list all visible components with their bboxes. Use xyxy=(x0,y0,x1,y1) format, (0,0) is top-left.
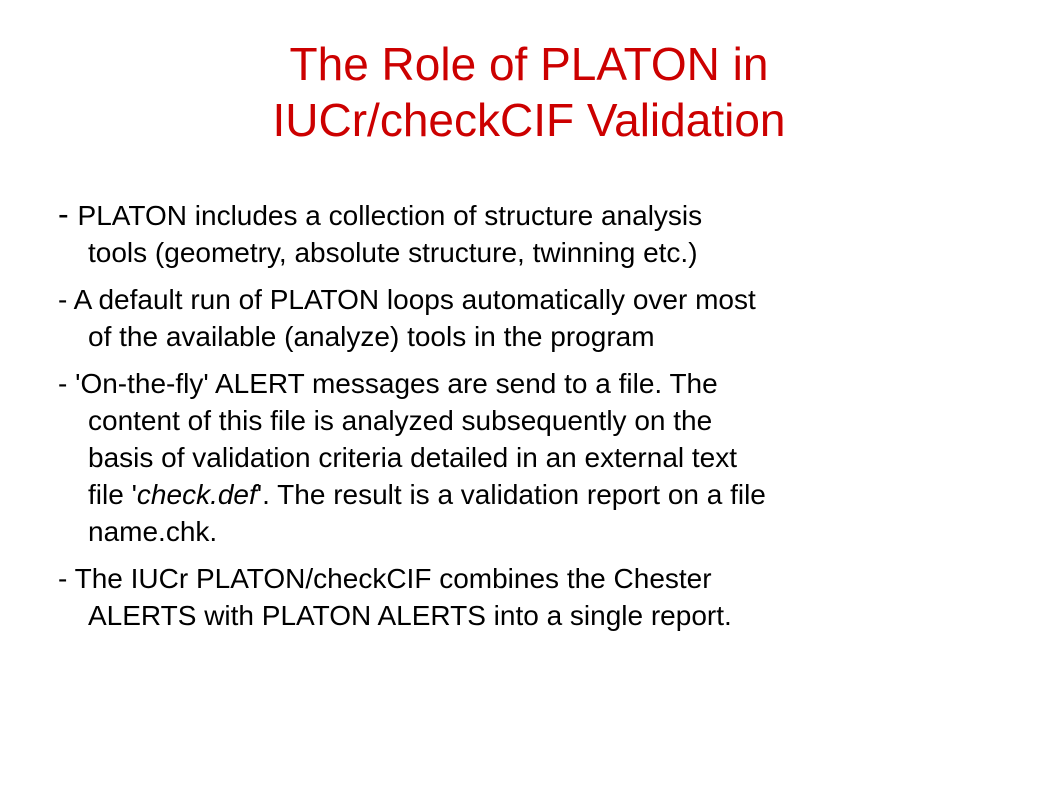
slide-title-line-1: The Role of PLATON in xyxy=(289,38,769,90)
bullet-text: basis of validation criteria detailed in an external text xyxy=(88,442,738,473)
bullet-text: ALERTS with PLATON ALERTS into a single report. xyxy=(88,600,732,631)
bullet-text: file ' xyxy=(88,479,137,510)
bullet-text: of the available (analyze) tools in the program xyxy=(88,321,655,352)
bullet-text: name.chk. xyxy=(88,516,218,547)
bullet-dash: - xyxy=(58,563,75,594)
bullet-item xyxy=(58,365,1018,550)
bullet-item xyxy=(58,560,1018,634)
bullet-text: '. The result is a validation report on a file xyxy=(256,479,766,510)
bullet-list xyxy=(58,196,1018,644)
bullet-dash: - xyxy=(58,284,74,315)
bullet-dash: - xyxy=(58,368,76,399)
bullet-text: PLATON includes a collection of structure analysis xyxy=(77,200,703,231)
bullet-text: 'On-the-fly' ALERT messages are send to a file. The xyxy=(75,368,718,399)
bullet-text: A default run of PLATON loops automatically over most xyxy=(73,284,756,315)
slide-title-line-2: IUCr/checkCIF Validation xyxy=(272,94,786,146)
bullet-text: content of this file is analyzed subsequently on the xyxy=(88,405,713,436)
filename-check-def: check.def xyxy=(136,479,257,510)
slide-title xyxy=(0,36,1058,148)
bullet-item xyxy=(58,281,1018,355)
bullet-text: The IUCr PLATON/checkCIF combines the Chester xyxy=(74,563,712,594)
bullet-text: tools (geometry, absolute structure, twinning etc.) xyxy=(88,237,698,268)
bullet-item xyxy=(58,196,1018,271)
bullet-dash: - xyxy=(58,196,78,232)
